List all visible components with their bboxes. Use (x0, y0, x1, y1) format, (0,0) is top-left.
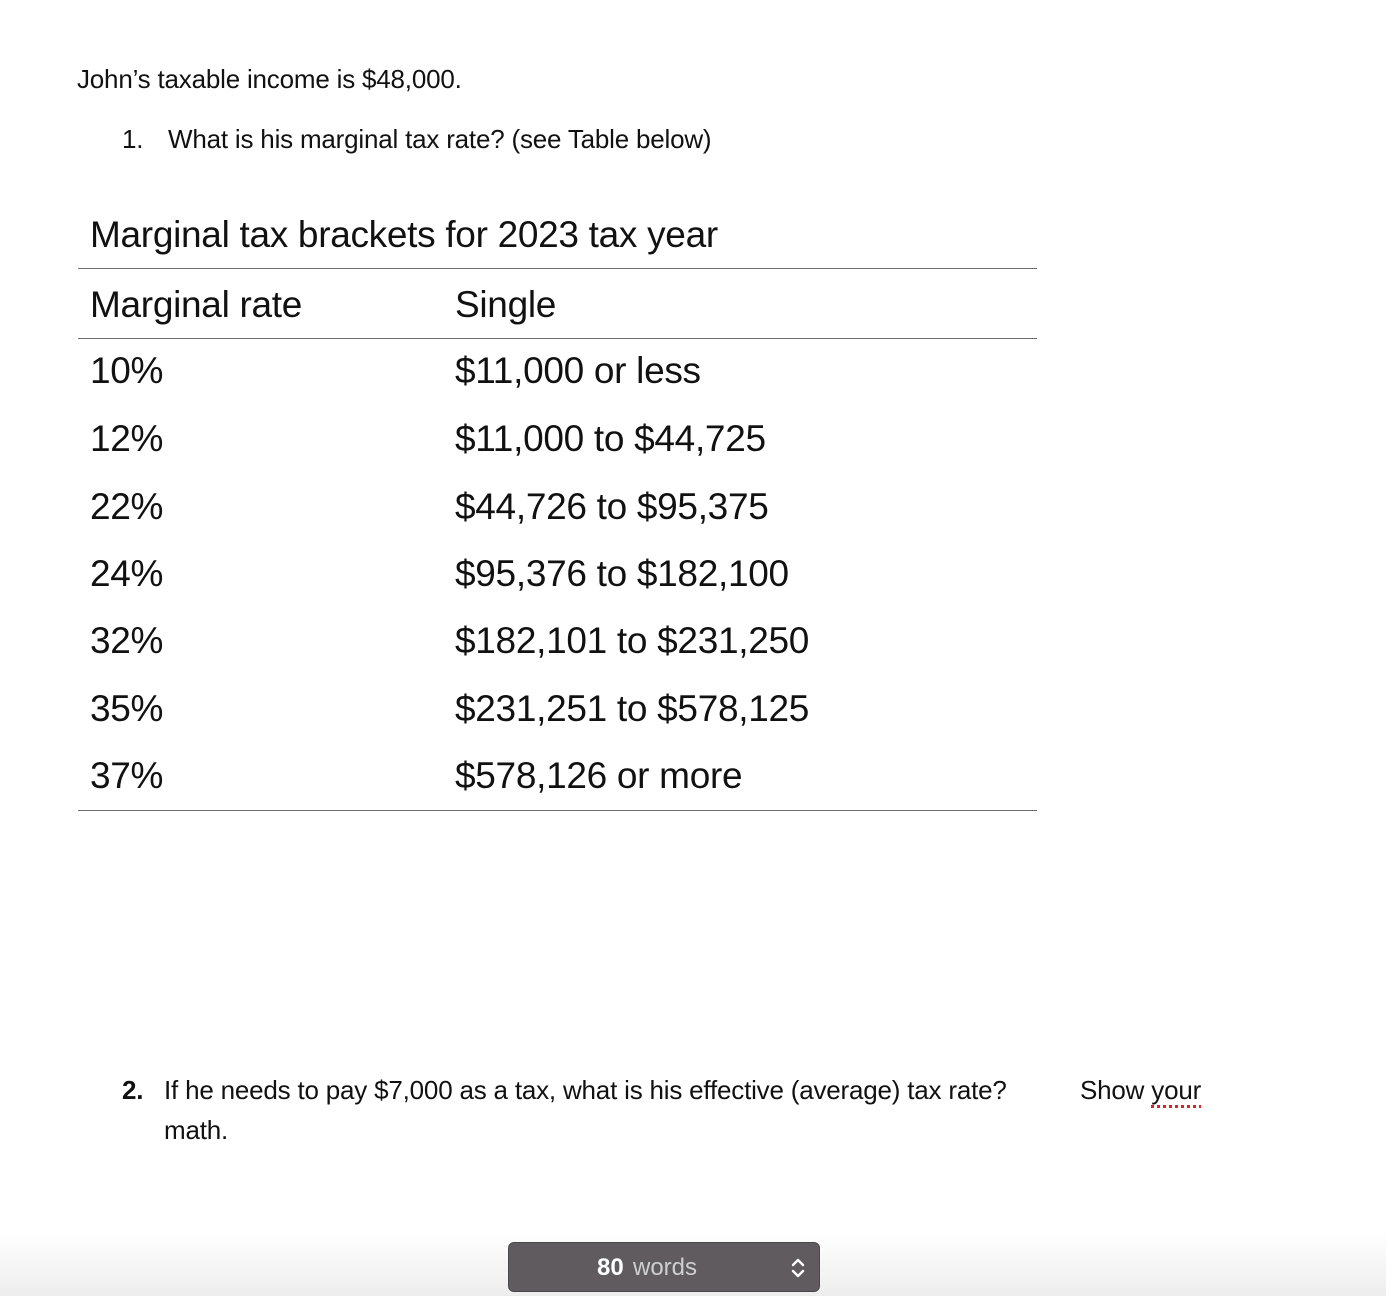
table-row (0, 350, 1100, 418)
question-2-continuation: math. (164, 1115, 229, 1145)
table-header-rule (78, 338, 1037, 339)
table-row (0, 688, 1100, 756)
table-row (0, 418, 1100, 486)
rate-cell: 24% (90, 553, 164, 594)
column-header-single: Single (455, 284, 557, 325)
single-cell: $44,726 to $95,375 (455, 486, 769, 527)
single-cell: $578,126 or more (455, 755, 743, 796)
up-down-chevron-icon[interactable] (789, 1255, 807, 1281)
rate-cell: 32% (90, 620, 164, 661)
rate-cell: 22% (90, 486, 164, 527)
word-count-button[interactable] (508, 1242, 820, 1292)
single-cell: $95,376 to $182,100 (455, 553, 789, 594)
single-cell: $231,251 to $578,125 (455, 688, 810, 729)
table-title: Marginal tax brackets for 2023 tax year (90, 214, 718, 255)
intro-text: John’s taxable income is $48,000. (77, 64, 462, 94)
question-1-number: 1. (122, 124, 144, 154)
table-top-rule (78, 268, 1037, 269)
table-row (0, 755, 1100, 823)
single-cell: $11,000 to $44,725 (455, 418, 766, 459)
question-2-number: 2. (122, 1075, 144, 1105)
question-2-show-text (1080, 1070, 1201, 1110)
single-cell: $11,000 or less (455, 350, 701, 391)
rate-cell: 10% (90, 350, 164, 391)
spellcheck-flagged-word[interactable]: your (1151, 1075, 1202, 1105)
rate-cell: 12% (90, 418, 164, 459)
show-word: Show (1080, 1075, 1145, 1105)
question-1-text: What is his marginal tax rate? (see Table below) (168, 124, 712, 154)
table-bottom-rule (78, 810, 1037, 811)
single-cell: $182,101 to $231,250 (455, 620, 810, 661)
rate-cell: 35% (90, 688, 164, 729)
table-row (0, 553, 1100, 621)
rate-cell: 37% (90, 755, 164, 796)
question-1 (122, 124, 711, 155)
question-2-text: If he needs to pay $7,000 as a tax, what is his effective (average) tax rate? (164, 1075, 1007, 1105)
word-count-label: words (633, 1254, 698, 1281)
table-row (0, 620, 1100, 688)
column-header-marginal-rate: Marginal rate (90, 284, 303, 325)
word-count-value: 80 (597, 1254, 624, 1281)
table-row (0, 486, 1100, 554)
